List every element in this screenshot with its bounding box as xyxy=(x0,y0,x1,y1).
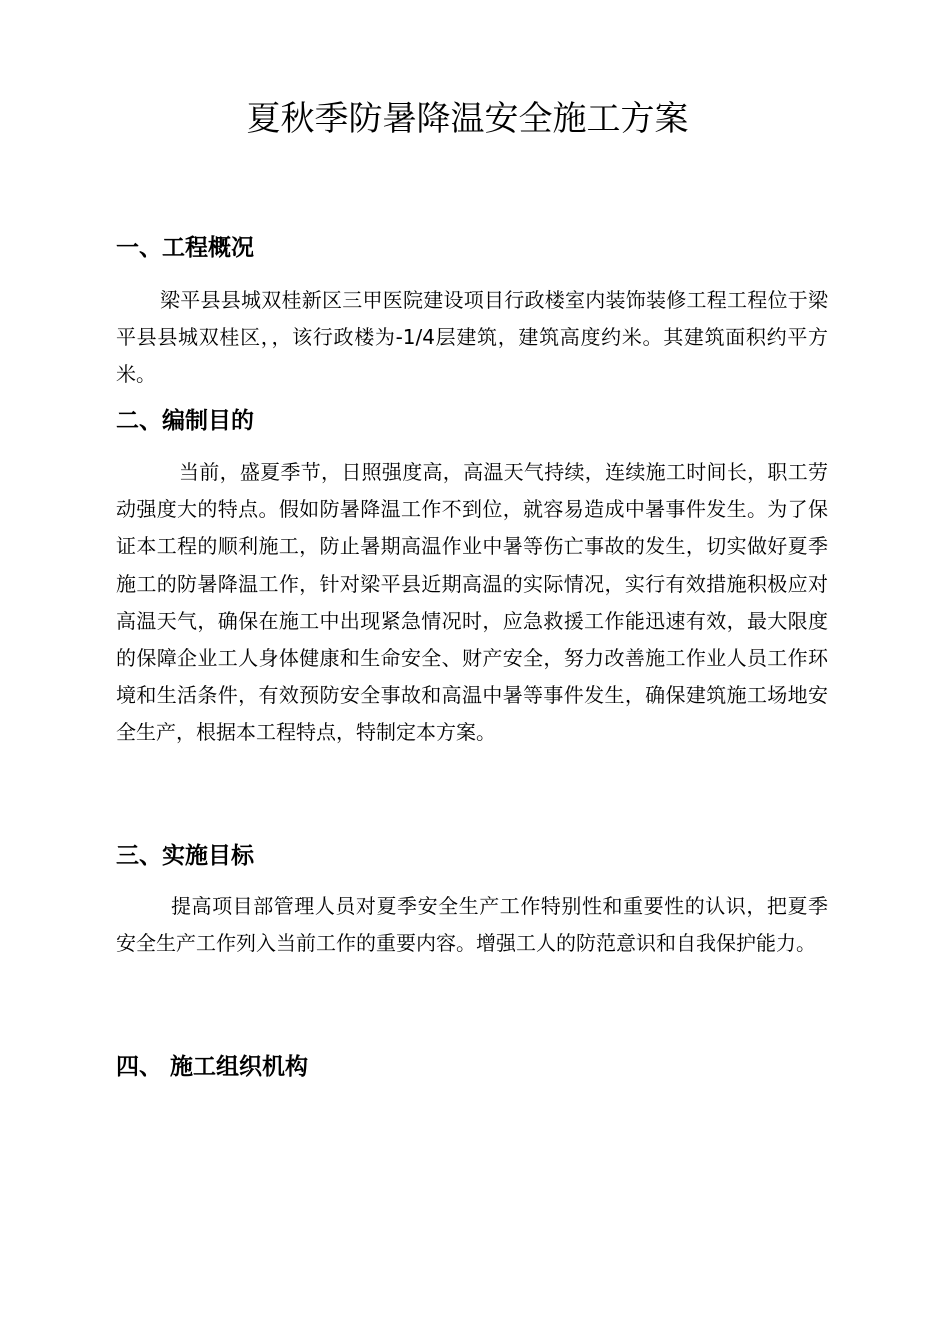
section-body-overview: 梁平县县城双桂新区三甲医院建设项目行政楼室内装饰装修工程工程位于梁平县县城双桂区，，该行政楼为-1/4层建筑，建筑高度约米。其建筑面积约平方米。 xyxy=(116,288,828,387)
document-title: 夏秋季防暑降温安全施工方案 xyxy=(246,99,689,139)
section-body-goals: 提高项目部管理人员对夏季安全生产工作特别性和重要性的认识，把夏季安全生产工作列入当前工作的重要内容。增强工人的防范意识和自我保护能力。 xyxy=(116,894,828,956)
section-heading-overview: 一、工程概况 xyxy=(116,235,254,261)
section-heading-goals: 三、实施目标 xyxy=(116,843,254,869)
section-heading-purpose: 二、编制目的 xyxy=(116,408,254,434)
section-body-purpose: 当前，盛夏季节，日照强度高，高温天气持续，连续施工时间长，职工劳动强度大的特点。假如防暑降温工作不到位，就容易造成中暑事件发生。为了保证本工程的顺利施工，防止暑期高温作业中暑等伤亡事故的发生，切实做好夏季施工的防暑降温工作，针对梁平县近期高温的实际情况，实行有效措施积极应对高温天气，确保在施工中出现紧急情况时，应急救援工作能迅速有效，最大限度的保障企业工人身体健康和生命安全、财产安全，努力改善施工作业人员工作环境和生活条件，有效预防安全事故和高温中暑等事件发生，确保建筑施工场地安全生产，根据本工程特点，特制定本方案。 xyxy=(116,460,828,745)
section-heading-organization: 四、 施工组织机构 xyxy=(116,1054,309,1080)
